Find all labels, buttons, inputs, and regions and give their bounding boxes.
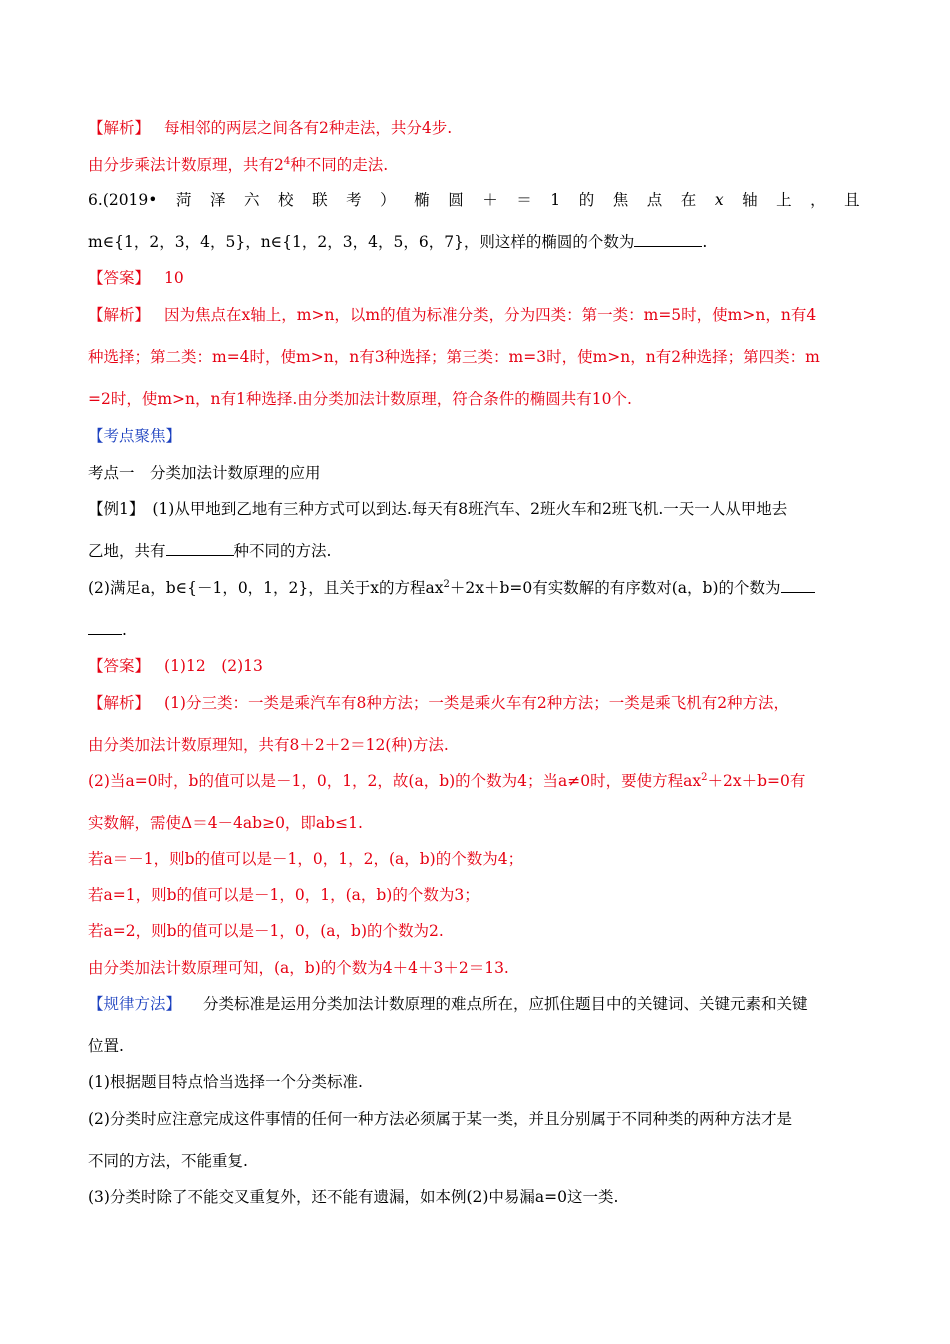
example-text-pre: (2)满足a，b∈{－1，0，1，2}，且关于x的方程ax (88, 579, 444, 597)
solution-example-1-line-3 (88, 771, 805, 791)
analysis-paragraph-1 (88, 118, 452, 138)
solution-text-post: ＋2x＋b=0有 (707, 772, 806, 790)
char: 椭 (414, 191, 430, 209)
point-1-heading: 考点一 分类加法计数原理的应用 (88, 464, 321, 482)
analysis-text: 每相邻的两层之间各有2种走法，共分4步. (164, 119, 453, 137)
char: 点 (646, 191, 663, 209)
exponent: 4 (283, 155, 291, 167)
solution-text: 因为焦点在x轴上，m>n，以m的值为标准分类，分为四类：第一类：m=5时，使m>n，n有4 (164, 306, 817, 324)
analysis-tag: 【解析】 (88, 694, 151, 712)
example-1-line-1 (88, 499, 787, 519)
conclusion-text-post: 种不同的走法. (290, 156, 389, 174)
solution-6-line-2: 种选择；第二类：m=4时，使m>n，n有3种选择；第三类：m=3时，使m>n，n有2种选择；第四类：m (88, 348, 820, 366)
method-line-1 (88, 994, 808, 1014)
exponent: 2 (701, 771, 708, 783)
example-1-line-4 (88, 620, 127, 640)
example-text: (1)从甲地到乙地有三种方式可以到达.每天有8班汽车、2班火车和2班飞机.一天一人从甲地去 (152, 500, 788, 518)
solution-example-1-line-1 (88, 693, 789, 713)
solution-example-1-line-6: 若a=1，则b的值可以是－1，0，1，(a，b)的个数为3； (88, 886, 480, 904)
char: 的 (578, 191, 595, 209)
solution-example-1-line-4: 实数解，需使Δ＝4－4ab≥0，即ab≤1. (88, 814, 363, 832)
question-6-line-2 (88, 232, 707, 252)
char: 上 (776, 191, 792, 209)
char: 轴 (742, 191, 758, 209)
example-tag: 【例1】 (88, 500, 145, 518)
example-text-post: 种不同的方法. (233, 542, 332, 560)
char: 校 (278, 191, 294, 209)
multiplication-conclusion (88, 155, 388, 175)
solution-example-1-line-8: 由分类加法计数原理可知，(a，b)的个数为4＋4＋3＋2＝13. (88, 959, 509, 977)
answer-blank-part-1 (781, 578, 815, 593)
answer-tag: 【答案】 (88, 657, 151, 675)
analysis-tag: 【解析】 (88, 119, 151, 137)
method-tag: 【规律方法】 (88, 995, 182, 1013)
char: 泽 (209, 191, 226, 209)
char: 菏 (175, 191, 192, 209)
char: 焦 (612, 191, 629, 209)
question-text: m∈{1，2，3，4，5}，n∈{1，2，3，4，5，6，7}，则这样的椭圆的个数为 (88, 233, 635, 251)
focus-heading: 【考点聚焦】 (88, 427, 182, 445)
char: ＋ (482, 191, 498, 209)
answer-6 (88, 268, 184, 288)
example-text-pre: 乙地，共有 (88, 542, 166, 560)
solution-example-1-line-2: 由分类加法计数原理知，共有8＋2＋2＝12(种)方法. (88, 736, 449, 754)
answer-blank (166, 541, 234, 556)
method-line-6: (3)分类时除了不能交叉重复外，还不能有遗漏，如本例(2)中易漏a=0这一类. (88, 1188, 619, 1206)
solution-6-line-1 (88, 305, 816, 325)
char: ） (380, 191, 396, 209)
method-line-2: 位置. (88, 1037, 124, 1055)
example-text-post: ＋2x＋b=0有实数解的有序数对(a，b)的个数为 (449, 579, 781, 597)
solution-text-pre: (2)当a=0时，b的值可以是－1，0，1，2，故(a，b)的个数为4；当a≠0时，要使方程ax (88, 772, 702, 790)
answer-tag: 【答案】 (88, 269, 151, 287)
question-number: 6.(2019• (88, 191, 158, 209)
exponent: 2 (443, 578, 450, 590)
char: 联 (312, 191, 328, 209)
analysis-tag: 【解析】 (88, 306, 151, 324)
char: 且 (844, 191, 860, 209)
method-line-5: 不同的方法，不能重复. (88, 1152, 248, 1170)
period: . (702, 233, 708, 251)
char: 在 (680, 191, 697, 209)
char: 考 (346, 191, 362, 209)
answer-example-1 (88, 656, 263, 676)
char: 六 (244, 191, 260, 209)
answer-blank (634, 232, 702, 247)
example-1-line-3 (88, 578, 815, 598)
answer-text: (1)12 (2)13 (164, 657, 263, 675)
conclusion-text-pre: 由分步乘法计数原理，共有2 (88, 156, 284, 174)
example-1-line-2 (88, 541, 331, 561)
char: ＝ (516, 191, 532, 209)
method-line-4: (2)分类时应注意完成这件事情的任何一种方法必须属于某一类，并且分别属于不同种类的两种方法才是 (88, 1110, 792, 1128)
method-text: 分类标准是运用分类加法计数原理的难点所在，应抓住题目中的关键词、关键元素和关键 (203, 995, 808, 1013)
solution-text: (1)分三类：一类是乘汽车有8种方法；一类是乘火车有2种方法；一类是乘飞机有2种方法， (164, 694, 790, 712)
answer-text: 10 (164, 269, 184, 287)
method-line-3: (1)根据题目特点恰当选择一个分类标准. (88, 1073, 363, 1091)
char: ， (810, 191, 826, 209)
char: 1 (550, 191, 561, 209)
period: . (122, 621, 127, 639)
solution-example-1-line-5: 若a＝－1，则b的值可以是－1，0，1，2，(a，b)的个数为4； (88, 850, 524, 868)
char: x (714, 191, 724, 209)
solution-6-line-3: =2时，使m>n，n有1种选择.由分类加法计数原理，符合条件的椭圆共有10个. (88, 390, 632, 408)
char: 圆 (448, 191, 464, 209)
solution-example-1-line-7: 若a=2，则b的值可以是－1，0，(a，b)的个数为2. (88, 922, 444, 940)
answer-blank-part-2 (88, 620, 122, 635)
question-6-line-1 (88, 190, 860, 210)
